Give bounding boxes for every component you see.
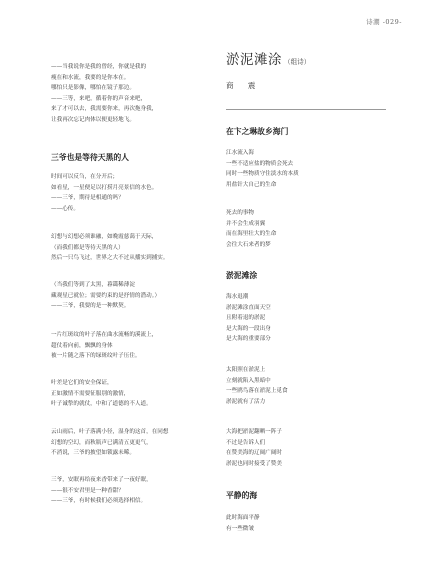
- stanza: [226, 513, 260, 534]
- text-line: 藏观星已就位；需要约束的是抒情的潜动。）: [51, 292, 161, 299]
- text-line: 有一些微皱: [226, 525, 254, 532]
- poem-title-group: [226, 48, 310, 68]
- text-line: 一些鸥鸟落在淤泥上觅食: [226, 388, 288, 395]
- text-line: （而我们都是等待天黑的人）: [51, 244, 124, 251]
- section-title: 平静的海: [226, 491, 258, 500]
- text-line: 是大海的重要部分: [226, 336, 271, 343]
- text-line: 哪怕只是影像，哪怕在镜子那边。: [51, 85, 135, 92]
- text-line: 时间可以反刍，在分开后；: [51, 174, 119, 180]
- text-line: ——三爷，有时候我们必须选择相信。: [51, 498, 147, 505]
- stanza: [51, 330, 157, 362]
- section-title: 淤泥滩涂: [226, 271, 258, 280]
- text-line: ——三爷，我要的是一种默契。: [51, 303, 130, 310]
- text-line: 淤泥也同时接受了赞美: [226, 460, 282, 467]
- stanza: [51, 62, 157, 126]
- text-line: 被一片随之落下的绿斑纹叶子压住。: [51, 353, 141, 360]
- text-line: 用盐针大自己的生命: [226, 181, 277, 188]
- text-line: ——心传。: [51, 205, 79, 212]
- section-title: 三爷也是等待天黑的人: [51, 153, 129, 162]
- stanza: [226, 365, 288, 407]
- text-line: 正如激情不需要征服别的激情，: [51, 390, 130, 397]
- text-line: 是大海的一段出身: [226, 325, 271, 332]
- text-line: ——很不安君里是一种香甜？: [51, 487, 124, 494]
- page-header: 诗潮 -029-: [366, 18, 402, 26]
- text-line: 而在海里壮大的生命: [226, 231, 277, 238]
- poem-author: 商 震: [226, 81, 262, 90]
- stanza: [226, 148, 299, 190]
- text-line: 江水流入海: [226, 150, 254, 156]
- text-line: 在赞美海的辽阔广阔时: [226, 450, 282, 457]
- stanza: [51, 172, 157, 214]
- text-line: 幻想的空幻，而秋瓶声已满清五更更气，: [51, 439, 152, 446]
- text-line: 并不会生成羽翼: [226, 220, 266, 227]
- text-line: 不消说，三爷的披望如锁露未晞。: [51, 450, 135, 457]
- text-line: 瘦在和水流，我要的是你本在。: [51, 74, 130, 81]
- text-line: 一些不适应盐的物质会死去: [226, 160, 294, 167]
- text-line: （当我们等到了太黑，暮霭稀薄淀: [51, 282, 135, 288]
- poem-subtitle: （组诗）: [284, 58, 311, 66]
- text-line: 然后一只鸟飞过，世界之大不过从播实到捕实。: [51, 255, 169, 262]
- stanza: [226, 427, 282, 469]
- text-line: 此时海面平静: [226, 515, 260, 521]
- text-line: 幻想与幻想必须谁融，如晚霞慈蔼于天际，: [51, 234, 158, 240]
- text-line: 不过是告诉人们: [226, 439, 266, 446]
- text-line: 一片红斑纹的叶子落在曲水流畅的溪流上，: [51, 332, 158, 338]
- text-line: 来了才可以去，我需要你来，再次拖身我，: [51, 106, 158, 113]
- section-title: 在卞之琳故乡海门: [226, 127, 289, 136]
- text-line: 淤泥滩涂直面天空: [226, 304, 271, 311]
- poem-title: 淤泥滩涂: [226, 52, 282, 68]
- stanza: [51, 280, 160, 312]
- text-line: ——当我说你是我的曾经，你就是我的: [51, 64, 147, 70]
- stanza: [226, 208, 276, 250]
- text-line: ——三爷，期待是相通的吗？: [51, 195, 124, 202]
- text-line: 海水退潮: [226, 294, 249, 300]
- stanza: [51, 427, 168, 459]
- stanza: [51, 232, 168, 264]
- stanza: [51, 378, 152, 410]
- text-line: 且附着退的淤泥: [226, 315, 266, 322]
- text-line: 大海把淤泥翻晒一阵子: [226, 429, 282, 435]
- text-line: 同时一些物质守住淡水的本质: [226, 171, 299, 178]
- text-line: 如看星，一星便足以打捞月亮景信的水色。: [51, 184, 158, 191]
- text-line: 太阳照在淤泥上: [226, 367, 266, 373]
- text-line: 叶子诚挚的就仗，中和了道德的不人道。: [51, 401, 152, 408]
- text-line: 死去的事物: [226, 210, 254, 216]
- text-line: 叶差是它们的安全保证，: [51, 380, 113, 386]
- text-line: 立刻就陷入黑暗中: [226, 377, 271, 384]
- text-line: 让我再次忘记肉体以便更轻地飞。: [51, 116, 135, 123]
- text-line: 云山雨后，叶子落满小径，湿身的这首，在同想: [51, 429, 169, 435]
- text-line: 淤泥就有了活力: [226, 398, 266, 405]
- divider: [226, 109, 386, 110]
- text-line: 会往大石来者的梦: [226, 241, 271, 248]
- text-line: 三爷，安眠再给夜来香带来了一夜好眠，: [51, 477, 152, 483]
- stanza: [226, 292, 271, 345]
- text-line: 超仗着向前，飘飘的身体: [51, 342, 113, 349]
- text-line: ——三等，来吧，循着你的声音来吧，: [51, 95, 147, 102]
- stanza: [51, 475, 152, 507]
